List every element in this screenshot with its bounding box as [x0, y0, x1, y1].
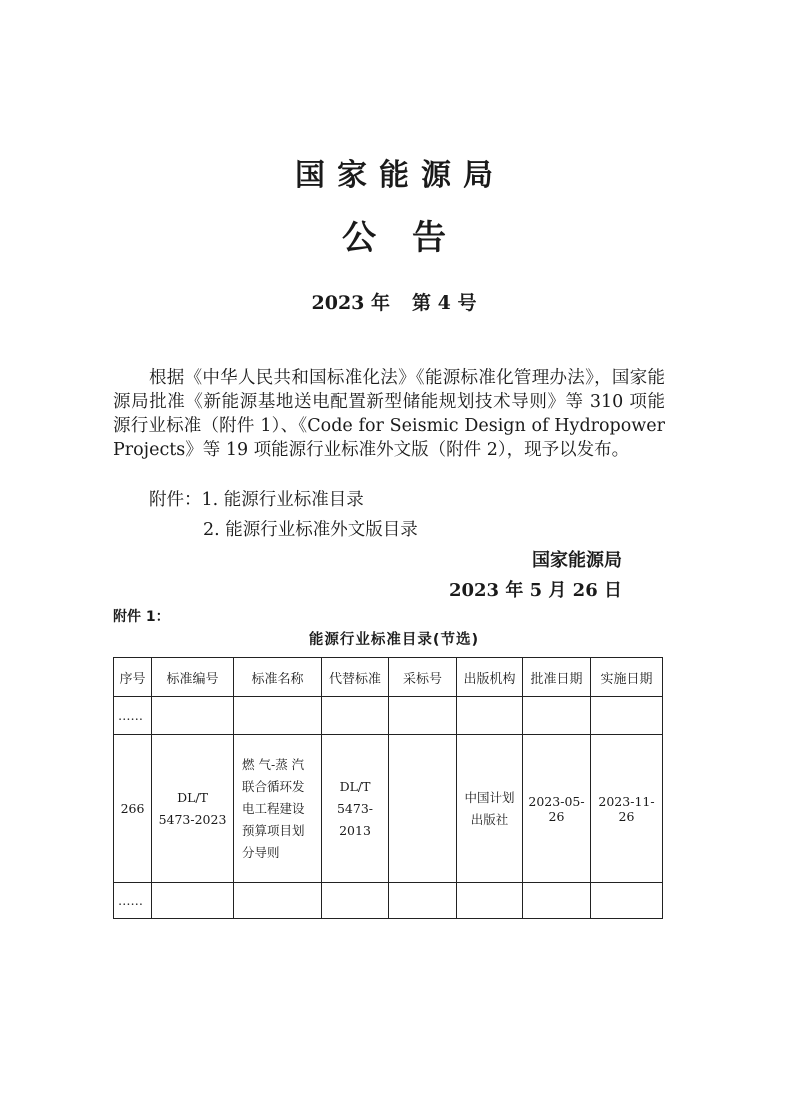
agency-title: 国家能源局	[295, 158, 505, 193]
row-publisher	[457, 735, 523, 883]
col-header-code: 标准编号	[152, 658, 234, 697]
standards-table	[113, 657, 663, 919]
row-name-line: 燃 气-蒸 汽	[242, 756, 305, 772]
table-row	[114, 883, 663, 919]
row-name-line: 联合循环发	[242, 778, 305, 794]
ellipsis-cell: ……	[114, 697, 152, 735]
col-header-publisher: 出版机构	[457, 658, 523, 697]
ellipsis-cell: ……	[114, 883, 152, 919]
row-name-line: 分导则	[242, 844, 280, 860]
table-title: 能源行业标准目录(节选)	[308, 632, 480, 648]
table-row	[114, 697, 663, 735]
issue-date: 2023 年 5 月 26 日	[448, 580, 622, 601]
col-header-name: 标准名称	[234, 658, 322, 697]
row-effective-date: 2023-11-26	[591, 735, 663, 883]
row-seq: 266	[114, 735, 152, 883]
issue-year: 2023 年	[311, 292, 391, 314]
row-approval-date: 2023-05-26	[523, 735, 591, 883]
row-name	[234, 735, 322, 883]
row-replaces-line: 5473-2013	[336, 800, 374, 838]
row-publisher-line: 中国计划	[464, 789, 515, 805]
row-code-line: DL/T	[177, 789, 208, 805]
appendix-label: 附件 1：	[113, 609, 170, 625]
issue-no: 第 4 号	[412, 292, 477, 314]
col-header-seq: 序号	[114, 658, 152, 697]
col-header-adopted: 采标号	[389, 658, 457, 697]
row-replaces	[322, 735, 389, 883]
row-code	[152, 735, 234, 883]
signatory: 国家能源局	[532, 550, 622, 571]
row-name-line: 电工程建设	[242, 800, 305, 816]
col-header-replaces: 代替标准	[322, 658, 389, 697]
table-header-row	[114, 658, 663, 697]
issue-number	[0, 288, 788, 315]
col-header-effective-date: 实施日期	[591, 658, 663, 697]
row-publisher-line: 出版社	[470, 811, 509, 827]
row-replaces-line: DL/T	[339, 778, 371, 794]
attachments-line-1: 附件：1. 能源行业标准目录	[149, 490, 364, 510]
col-header-approval-date: 批准日期	[523, 658, 591, 697]
row-name-line: 预算项目划	[242, 822, 305, 838]
attachments-line-2: 2. 能源行业标准外文版目录	[203, 520, 418, 540]
row-adopted	[389, 735, 457, 883]
row-code-line: 5473-2023	[158, 811, 227, 827]
table-row	[114, 735, 663, 883]
document-type-title: 公告	[342, 218, 482, 258]
announcement-paragraph: 根据《中华人民共和国标准化法》《能源标准化管理办法》，国家能源局批准《新能源基地送电配置新型储能规划技术导则》等 310 项能源行业标准（附件 1）、《Code for Seismic Design of Hydropower Projects》等 19 项能源行业标准外文版（附件 2），现予以发布。	[113, 368, 665, 460]
